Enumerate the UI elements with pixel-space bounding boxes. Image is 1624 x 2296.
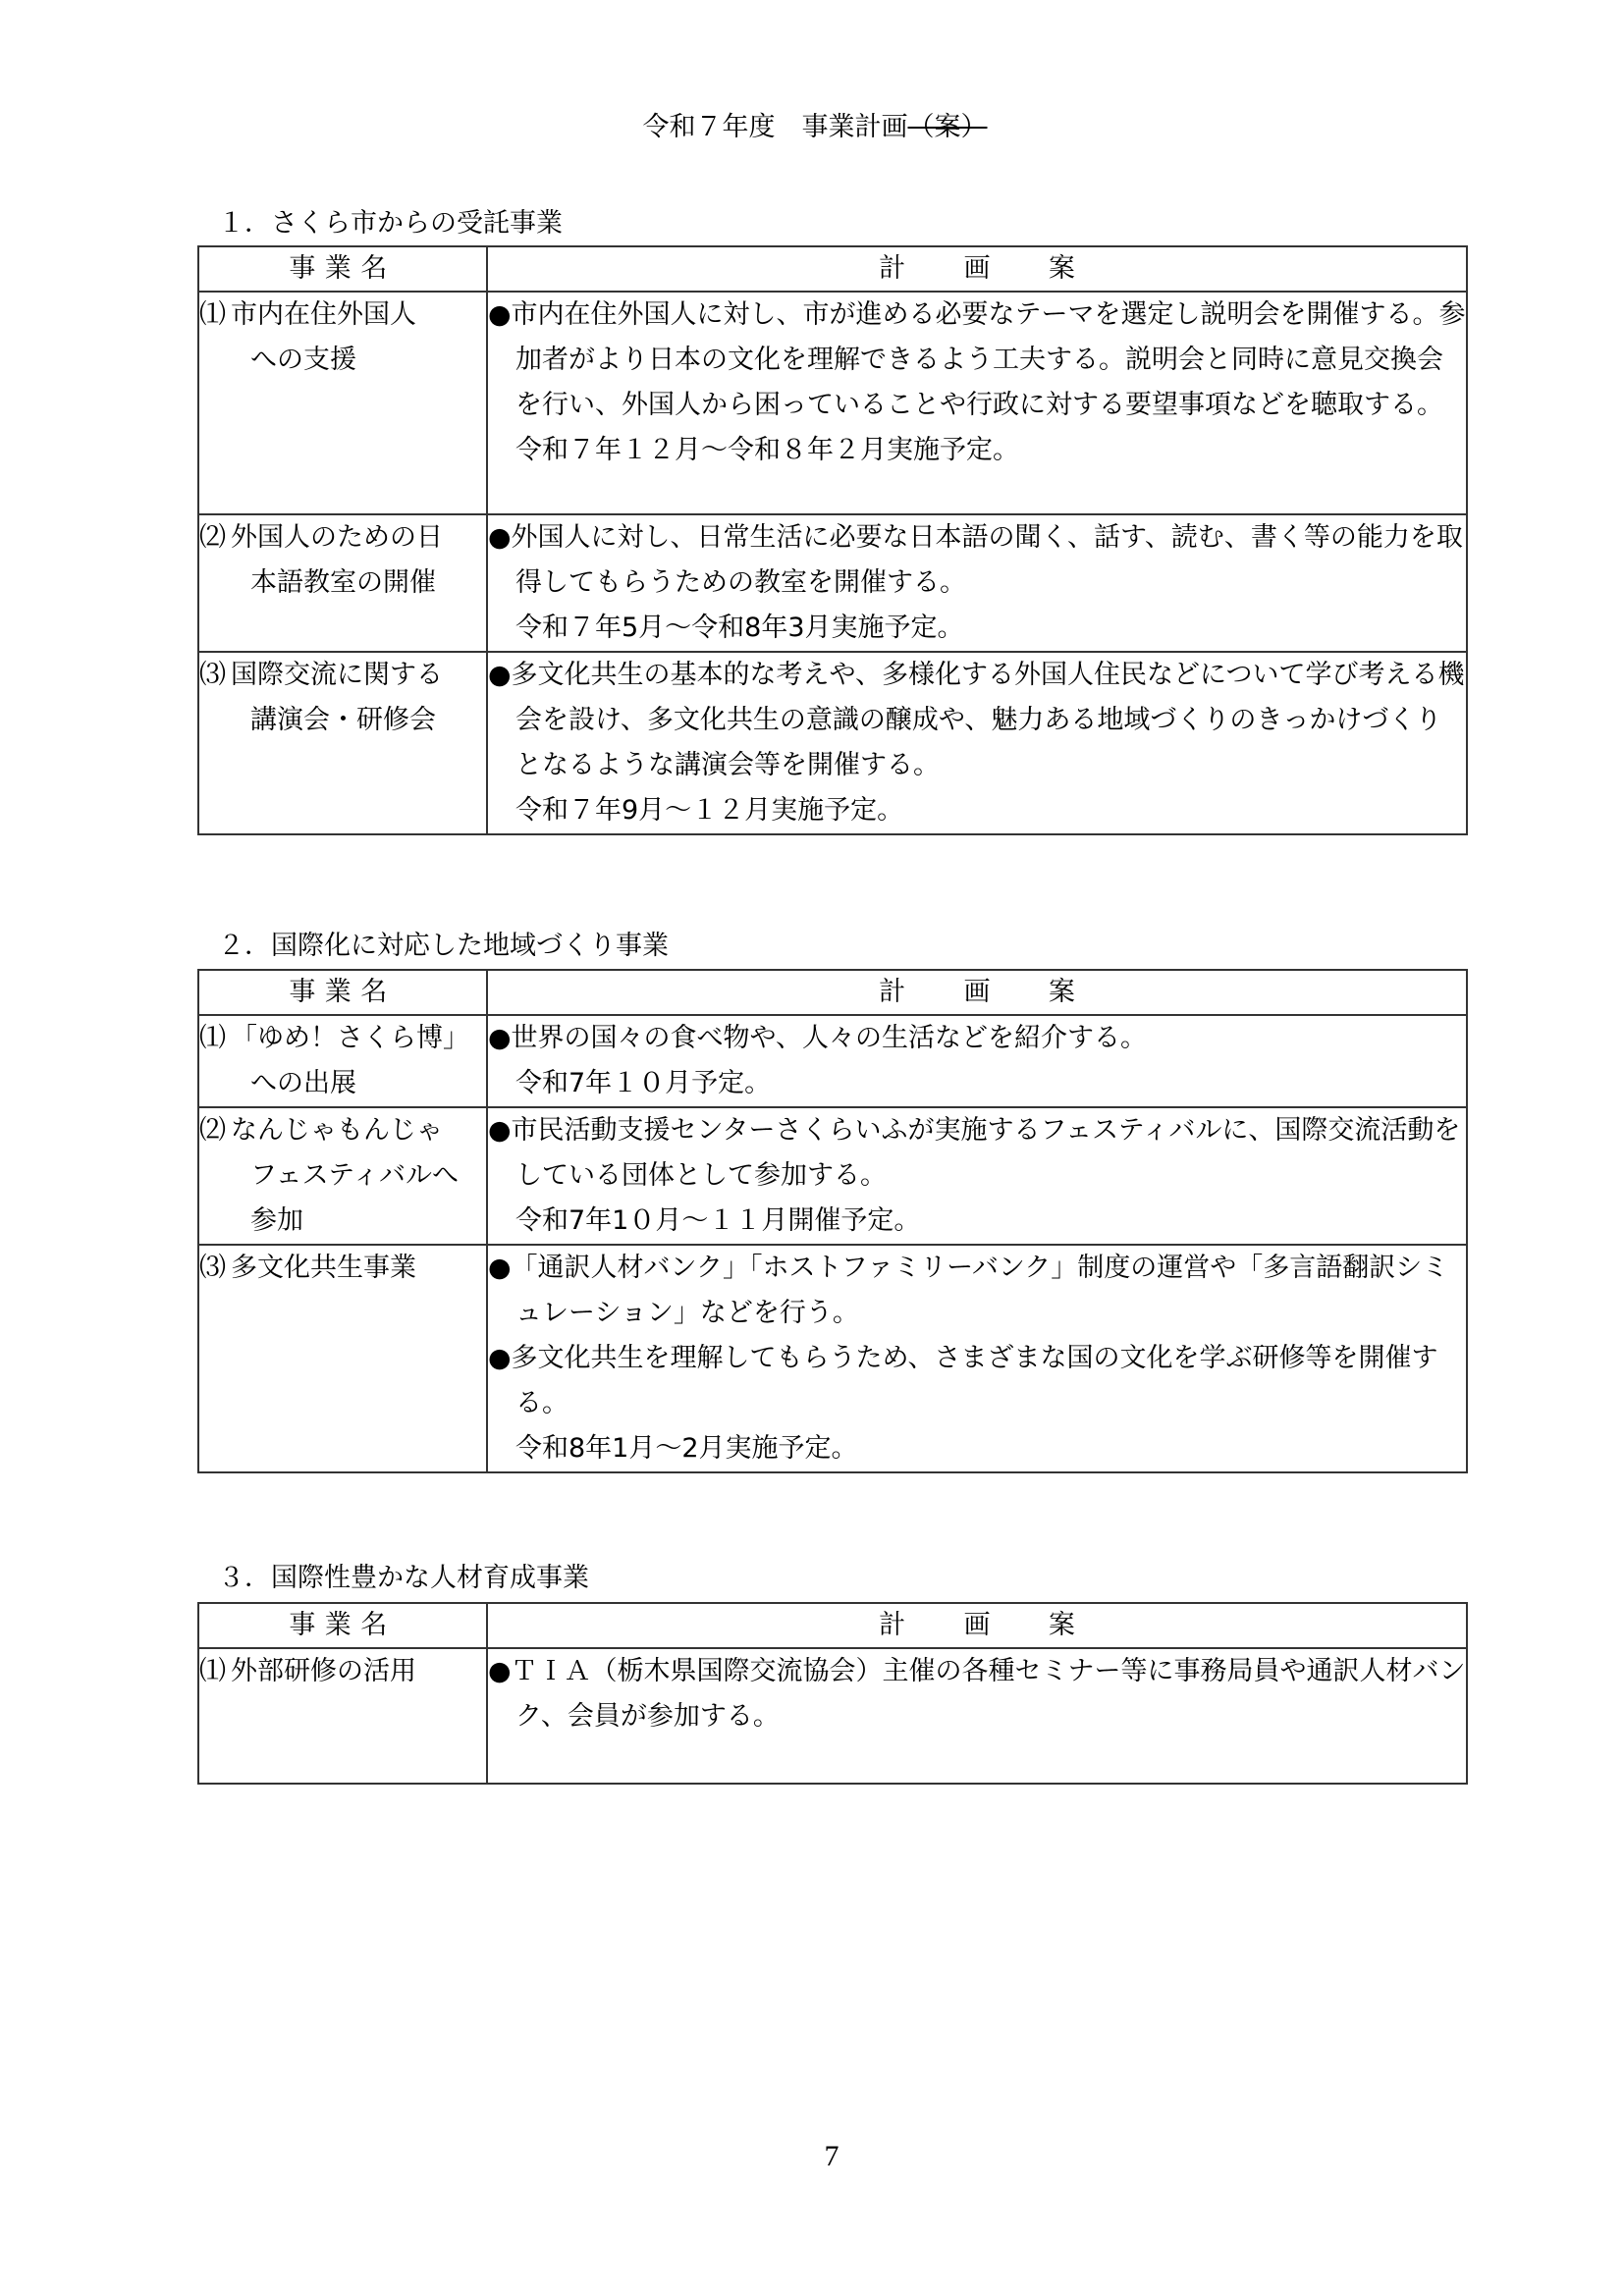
plan-cell [487,514,1467,652]
schedule-text: 令和７年１２月～令和８年２月実施予定。 [515,435,1019,465]
schedule-text: 令和7年１０月予定。 [515,1068,772,1098]
schedule-text: 令和７年9月～１２月実施予定。 [515,795,904,826]
table-row [198,1015,1467,1107]
project-name-cell: ⑴ 「ゆめ！さくら博」 への出展 [198,1015,487,1107]
table-row [198,1107,1467,1245]
project-name-cell: ⑵ なんじゃもんじゃ フェスティバルへ 参加 [198,1107,487,1245]
table-row [198,652,1467,834]
schedule-text: 令和７年5月～令和8年3月実施予定。 [515,613,964,643]
section-1-table [197,245,1468,835]
header-project-name: 事業名 [198,246,487,292]
section-2-table [197,969,1468,1473]
plan-cell [487,1015,1467,1107]
project-name-cell: ⑵ 外国人のための日 本語教室の開催 [198,514,487,652]
plan-text: ●外国人に対し、日常生活に必要な日本語の聞く、話す、読む、書く等の能力を取得してもらうための教室を開催する。 [488,522,1463,598]
header-project-name: 事業名 [198,970,487,1015]
plan-cell [487,1107,1467,1245]
plan-text: ●世界の国々の食べ物や、人々の生活などを紹介する。 [488,1023,1148,1053]
plan-text: ●市内在住外国人に対し、市が進める必要なテーマを選定し説明会を開催する。参加者がより日本の文化を理解できるよう工夫する。説明会と同時に意見交換会を行い、外国人から困っていることや行政に対する要望事項などを聴取する。 [488,299,1466,420]
header-plan: 計画案 [487,1603,1467,1648]
project-name-cell: ⑶ 多文化共生事業 [198,1245,487,1472]
section-2-heading: ２．国際化に対応した地域づくり事業 [218,931,669,961]
plan-text-2: ●多文化共生を理解してもらうため、さまざまな国の文化を学ぶ研修等を開催する。 [488,1343,1438,1418]
schedule-text: 令和7年1０月～１１月開催予定。 [515,1205,921,1236]
project-name-cell: ⑴ 市内在住外国人 への支援 [198,292,487,514]
table-header-row [198,970,1467,1015]
table-row [198,292,1467,514]
plan-text: ●市民活動支援センターさくらいふが実施するフェスティバルに、国際交流活動をしている団体として参加する。 [488,1115,1461,1191]
plan-text: ●ＴＩＡ（栃木県国際交流協会）主催の各種セミナー等に事務局員や通訳人材バンク、会員が参加する。 [488,1656,1466,1732]
section-3-heading: ３．国際性豊かな人材育成事業 [218,1563,589,1593]
section-1-heading: １．さくら市からの受託事業 [218,208,563,239]
document-title [589,108,1041,147]
header-project-name: 事業名 [198,1603,487,1648]
title-struck-text: （案） [907,112,988,142]
section-3-table [197,1602,1468,1785]
plan-cell [487,1648,1467,1784]
header-plan: 計画案 [487,246,1467,292]
table-row [198,514,1467,652]
project-name-cell: ⑴ 外部研修の活用 [198,1648,487,1784]
table-header-row [198,1603,1467,1648]
title-text: 令和７年度 事業計画 [642,112,908,142]
plan-cell [487,652,1467,834]
header-plan: 計画案 [487,970,1467,1015]
table-row [198,1245,1467,1472]
plan-cell [487,292,1467,514]
plan-cell [487,1245,1467,1472]
table-header-row [198,246,1467,292]
schedule-text: 令和8年1月～2月実施予定。 [515,1433,858,1464]
plan-text: ●「通訳人材バンク」「ホストファミリーバンク」制度の運営や「多言語翻訳シミュレーション」などを行う。 [488,1253,1449,1328]
project-name-cell: ⑶ 国際交流に関する 講演会・研修会 [198,652,487,834]
table-row [198,1648,1467,1784]
page-number: 7 [824,2140,839,2172]
plan-text: ●多文化共生の基本的な考えや、多様化する外国人住民などについて学び考える機会を設け、多文化共生の意識の醸成や、魅力ある地域づくりのきっかけづくりとなるような講演会等を開催する。 [488,660,1465,780]
